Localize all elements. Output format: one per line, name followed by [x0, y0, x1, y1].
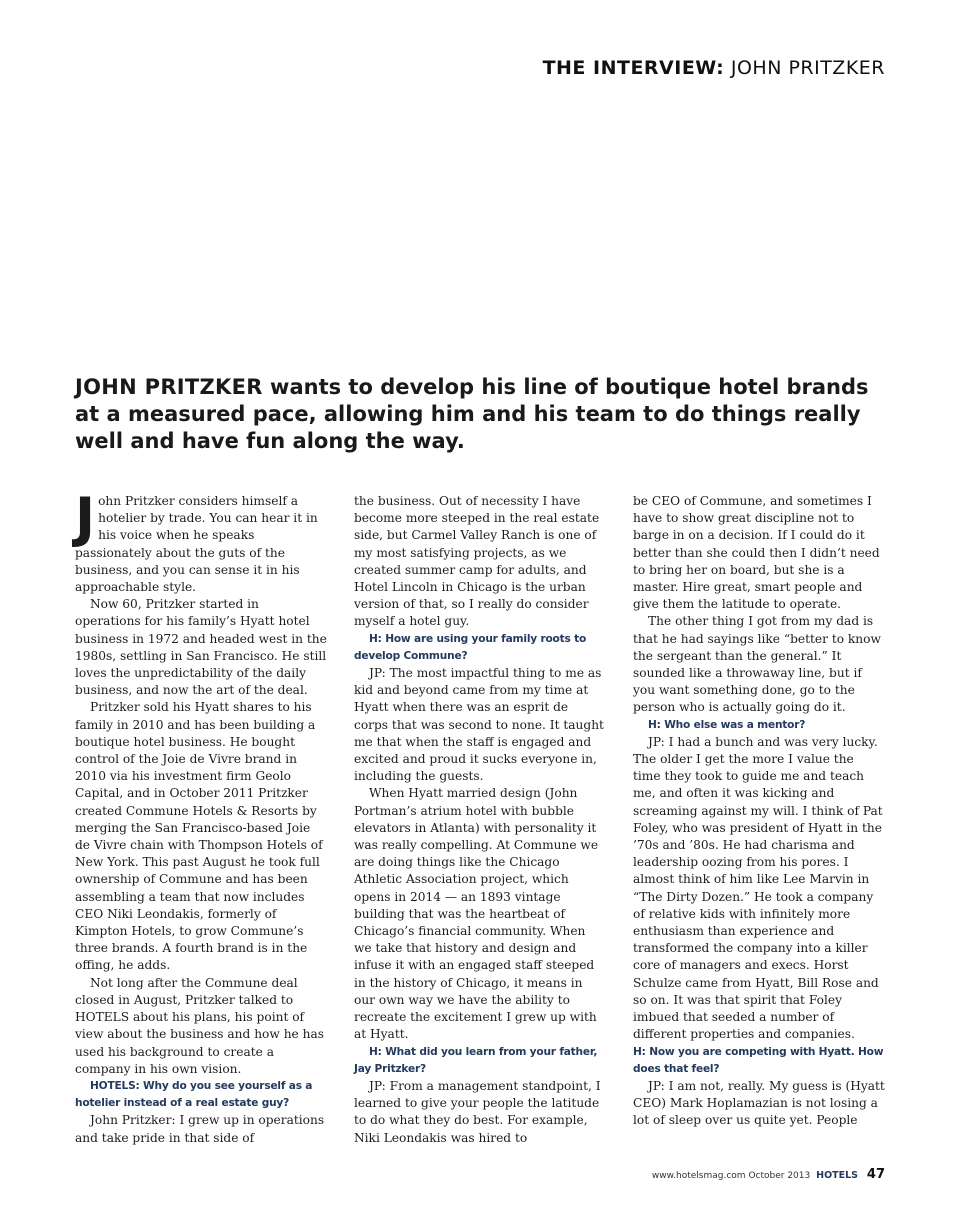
paragraph: JP: The most impactful thing to me as kid and beyond came from my time at Hyatt when there was an esprit de corps that was second to none. It taught me that when the staff is engaged and excited and proud it sucks everyone in, including the guests.	[354, 666, 604, 784]
paragraph: Pritzker sold his Hyatt shares to his family in 2010 and has been building a boutique hotel business. He bought control of the Joie de Vivre brand in 2010 via his investment firm Geolo Capital, and in October 2011 Pritzker created Commune Hotels & Resorts by merging the San Francisco-based Joie de Vivre chain with Thompson Hotels of New York. This past August he took full ownership of Commune and has been assembling a team that now includes CEO Niki Leondakis, formerly of Kimpton Hotels, to grow Commune’s three brands. A fourth brand is in the offing, he adds.	[75, 700, 323, 973]
paragraph: JP: I had a bunch and was very lucky. The older I get the more I value the time they took to guide me and teach me, and often it was kicking and screaming against my will. I think of Pat Foley, who was president of Hyatt in the ’70s and ’80s. He had charisma and leadership oozing from his pores. I almost think of him like Lee Marvin in “The Dirty Dozen.” He took a company of relative kids with infinitely more enthusiasm than experience and transformed the company into a killer core of managers and execs. Horst Schulze came from Hyatt, Bill Rose and so on. It was that spirit that Foley imbued that seeded a number of different properties and companies.	[633, 734, 883, 1042]
paragraph: When Hyatt married design (John Portman’s atrium hotel with bubble elevators in Atlanta) with personality it was really compelling. At Commune we are doing things like the Chicago Athletic Association project, which opens in 2014 — an 1893 vintage building that was the heartbeat of Chicago’s financial community. When we take that history and design and infuse it with an engaged staff steeped in the history of Chicago, it means in our own way we have the ability to recreate the excitement I grew up with at Hyatt.	[354, 786, 599, 1042]
interview-question: H: Who else was a mentor?	[648, 718, 806, 731]
section-label: THE INTERVIEW:	[542, 57, 725, 79]
issue-date: October 2013	[748, 1171, 811, 1181]
paragraph: JP: From a management standpoint, I learned to give your people the latitude to do what they do best. For example, Niki Leondakis was hired to	[354, 1078, 601, 1145]
paragraph: be CEO of Commune, and sometimes I have to show great discipline not to barge in on a decision. If I could do it better than she could then I didn’t need to bring her on board, but she is a master. Hire great, smart people and give them the latitude to operate.	[633, 494, 880, 612]
running-head	[543, 57, 885, 79]
article-column-1	[75, 486, 327, 1147]
drop-cap: J	[75, 486, 96, 549]
page-number: 47	[866, 1167, 885, 1182]
interview-question: H: What did you learn from your father, Jay Pritzker?	[354, 1045, 598, 1075]
paragraph: The other thing I got from my dad is that he had sayings like “better to know the sergeant than the general.” It sounded like a throwaway line, but if you want something done, go to the person who is actually going do it.	[633, 614, 881, 715]
article-deck	[75, 374, 875, 455]
deck-text: wants to develop his line of boutique hotel brands at a measured pace, allowing him and his team to do things really well and have fun along the way.	[75, 375, 869, 453]
deck-name: JOHN PRITZKER	[75, 375, 263, 399]
paragraph: John Pritzker considers himself a hotelier by trade. You can hear it in his voice when he speaks passionately about the guts of the business, and you can sense it in his approachable style.	[75, 486, 318, 595]
magazine-name: HOTELS	[816, 1170, 859, 1181]
article-column-2	[354, 493, 606, 1147]
paragraph: JP: I am not, really. My guess is (Hyatt CEO) Mark Hoplamazian is not losing a lot of sleep over us quite yet. People	[633, 1078, 885, 1128]
interview-question: H: Now you are competing with Hyatt. How does that feel?	[633, 1045, 884, 1075]
interview-question: HOTELS: Why do you see yourself as a hotelier instead of a real estate guy?	[75, 1079, 313, 1110]
website-url: www.hotelsmag.com	[651, 1171, 746, 1181]
paragraph: Now 60, Pritzker started in operations for his family’s Hyatt hotel business in 1972 and headed west in the 1980s, settling in San Francisco. He still loves the unpredictability of the daily business, and now the art of the deal.	[75, 597, 327, 698]
interviewee-name: JOHN PRITZKER	[730, 57, 885, 79]
article-column-3	[633, 493, 885, 1130]
page-footer	[652, 1167, 885, 1182]
interview-question: H: How are using your family roots to develop Commune?	[354, 632, 587, 662]
paragraph: Not long after the Commune deal closed in August, Pritzker talked to HOTELS about his plans, his point of view about the business and how he has used his background to create a company in his own vision.	[75, 975, 324, 1076]
paragraph: John Pritzker: I grew up in operations and take pride in that side of	[75, 1113, 325, 1145]
paragraph: the business. Out of necessity I have become more steeped in the real estate side, but Carmel Valley Ranch is one of my most satisfying projects, as we created summer camp for adults, and Hotel Lincoln in Chicago is the urban version of that, so I really do consider myself a hotel guy.	[354, 494, 600, 629]
